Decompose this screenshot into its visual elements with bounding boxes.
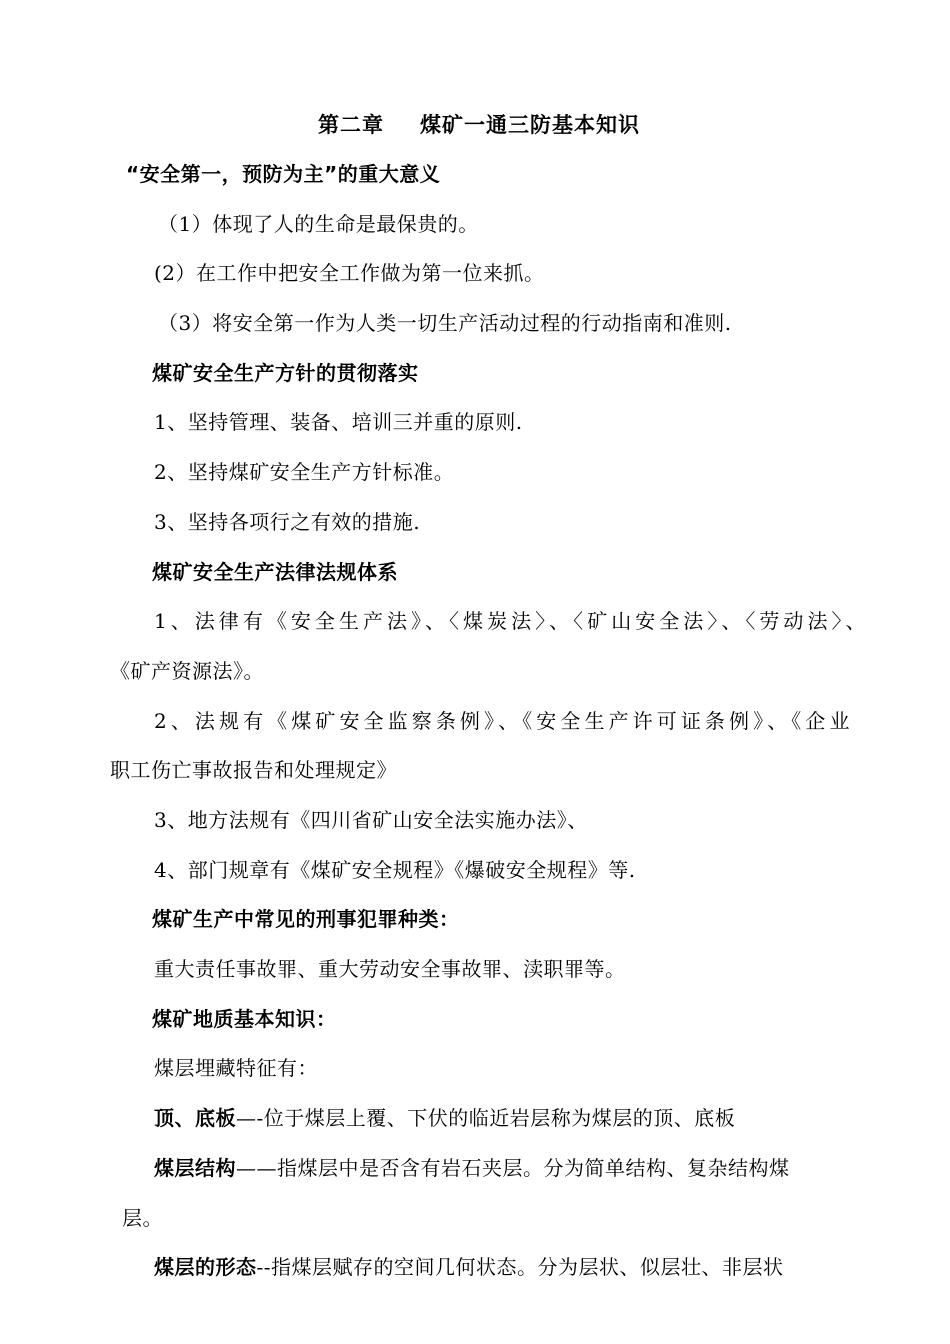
safety-item-1: （1）体现了人的生命是最保贵的。 [158,212,479,236]
geology-roof-text: —-位于煤层上覆、下伏的临近岩层称为煤层的顶、底板 [236,1106,736,1130]
section-policy-heading: 煤矿安全生产方针的贯彻落实 [152,361,419,385]
chapter-title [318,111,640,139]
law-item-2-line-1: 2、法规有《煤矿安全监察条例》、《安全生产许可证条例》、《企业 [154,709,850,733]
law-item-1-line-1: 1、法律有《安全生产法》、〈煤炭法〉、〈矿山安全法〉、〈劳动法〉、 [154,609,866,633]
geology-structure-text: ——指煤层中是否含有岩石夹层。分为简单结构、复杂结构煤 [236,1156,790,1180]
policy-item-1: 1、坚持管理、装备、培训三并重的原则. [154,410,523,434]
section-crime-heading: 煤矿生产中常见的刑事犯罪种类： [152,907,460,931]
geology-form-text: --指煤层赋存的空间几何状态。分为层状、似层壮、非层状 [256,1255,784,1279]
geology-form-term: 煤层的形态 [154,1255,257,1279]
geology-roof-term: 顶、底板 [154,1106,236,1130]
crime-text: 重大责任事故罪、重大劳动安全事故罪、渎职罪等。 [154,957,626,981]
section-law-heading: 煤矿安全生产法律法规体系 [152,560,398,584]
section-geology-heading: 煤矿地质基本知识： [152,1007,337,1031]
geology-structure [154,1154,790,1182]
law-item-4: 4、部门规章有《煤矿安全规程》《爆破安全规程》等. [154,858,636,882]
safety-item-3: （3）将安全第一作为人类一切生产活动过程的行动指南和准则. [158,311,732,335]
law-item-2-line-2: 职工伤亡事故报告和处理规定》 [110,758,397,782]
chapter-name: 煤矿一通三防基本知识 [420,113,640,137]
section-safety-heading: “安全第一，预防为主”的重大意义 [126,162,441,186]
safety-item-2: (2）在工作中把安全工作做为第一位来抓。 [154,261,545,285]
geology-roof [154,1104,735,1132]
chapter-number: 第二章 [318,113,384,137]
geology-intro: 煤层埋藏特征有： [154,1056,318,1080]
law-item-3: 3、地方法规有《四川省矿山安全法实施办法》、 [154,808,588,832]
policy-item-3: 3、坚持各项行之有效的措施. [154,510,421,534]
law-item-1-line-2: 《矿产资源法》。 [110,659,264,683]
policy-item-2: 2、坚持煤矿安全生产方针标准。 [154,460,455,484]
geology-form [154,1253,784,1281]
geology-structure-term: 煤层结构 [154,1156,236,1180]
geology-structure-line-2: 层。 [122,1206,163,1230]
